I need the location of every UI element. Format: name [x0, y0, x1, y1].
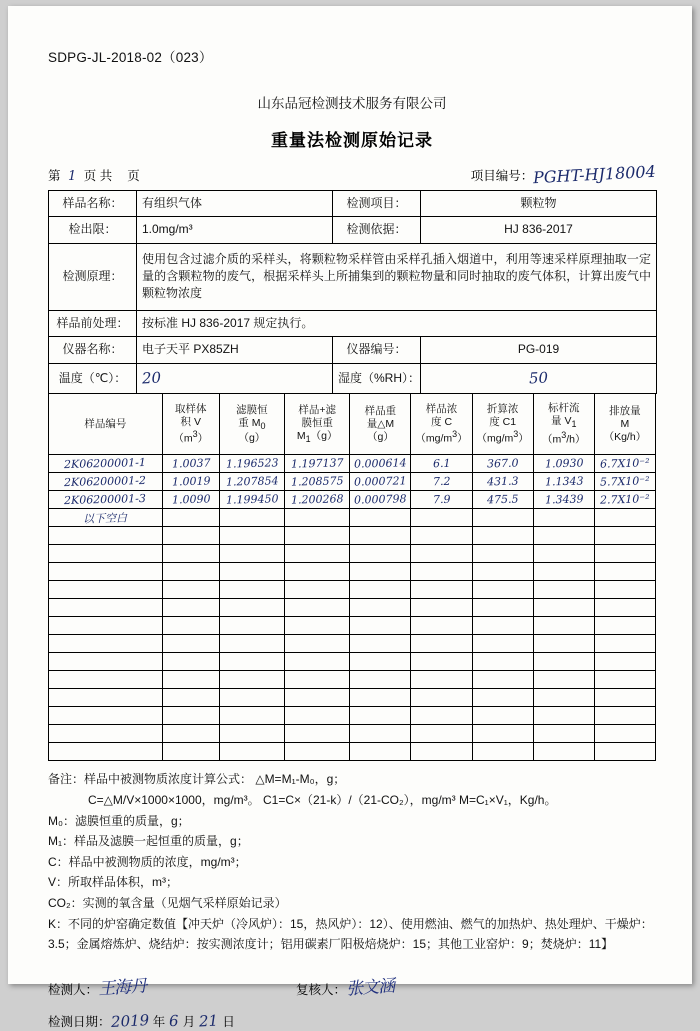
cell-empty	[162, 545, 219, 563]
cell-m0	[219, 509, 284, 527]
cell-empty	[594, 599, 655, 617]
handwritten-value: 1.0019	[171, 474, 211, 489]
cell-empty	[411, 653, 472, 671]
cell-empty	[162, 527, 219, 545]
cell-dm	[350, 473, 411, 491]
cell-v1	[533, 491, 594, 509]
cell-empty	[472, 689, 533, 707]
cell-empty	[285, 617, 350, 635]
cell-c1	[472, 509, 533, 527]
cell-no	[49, 509, 163, 527]
document-page	[8, 6, 692, 1031]
cell-no	[49, 455, 163, 473]
cell-empty	[350, 563, 411, 581]
handwritten-value: 以下空白	[83, 511, 128, 526]
cell-empty	[533, 545, 594, 563]
measurement-header-row	[49, 394, 656, 455]
date-month-unit: 月	[182, 1014, 196, 1029]
cell-m0	[219, 491, 284, 509]
cell-empty	[411, 581, 472, 599]
table-row	[49, 217, 657, 243]
tester-block	[48, 973, 146, 998]
table-row	[49, 363, 657, 394]
project-number-block	[470, 161, 657, 188]
cell-empty	[219, 725, 284, 743]
handwritten-value: 475.5	[486, 492, 519, 507]
handwritten-value: 1.0930	[544, 456, 584, 471]
col-header-sample-mass: 样品重 量△M （g）	[350, 394, 411, 455]
cell-v	[162, 473, 219, 491]
tester-label: 检测人：	[48, 982, 99, 997]
cell-no	[49, 491, 163, 509]
cell-empty	[594, 635, 655, 653]
cell-no	[49, 473, 163, 491]
cell-empty	[219, 527, 284, 545]
handwritten-value: 7.2	[432, 475, 451, 489]
cell-empty	[162, 743, 219, 761]
date-day-unit: 日	[222, 1014, 235, 1029]
cell-empty	[162, 725, 219, 743]
form-number: SDPG-JL-2018-02（023）	[48, 50, 213, 65]
cell-empty	[219, 617, 284, 635]
pretreatment-value: 按标准 HJ 836-2017 规定执行。	[137, 310, 657, 336]
date-label: 检测日期：	[48, 1014, 111, 1029]
cell-c	[411, 491, 472, 509]
cell-empty	[285, 743, 350, 761]
handwritten-value: 1.196523	[225, 456, 279, 471]
table-row-empty	[49, 635, 656, 653]
handwritten-value: 367.0	[486, 456, 519, 471]
cell-c1	[472, 455, 533, 473]
temperature-value	[137, 363, 333, 394]
page-counter	[48, 166, 140, 184]
table-row-empty	[49, 707, 656, 725]
cell-empty	[411, 671, 472, 689]
instrument-number-value: PG-019	[421, 337, 657, 363]
cell-empty	[411, 563, 472, 581]
col-header-sample-filter-mass: 样品+滤 膜恒重 M1（g）	[285, 394, 350, 455]
test-item-label: 检测项目：	[333, 191, 421, 217]
cell-empty	[594, 617, 655, 635]
cell-empty	[49, 635, 163, 653]
cell-empty	[285, 599, 350, 617]
cell-empty	[533, 599, 594, 617]
cell-empty	[533, 743, 594, 761]
handwritten-value: 2K06200001-1	[64, 456, 147, 472]
test-item-value: 颗粒物	[421, 191, 657, 217]
humidity-handwritten: 50	[528, 368, 549, 388]
cell-empty	[594, 707, 655, 725]
date-row	[48, 1012, 656, 1030]
cell-dm	[350, 491, 411, 509]
header-info-table	[48, 190, 657, 394]
cell-empty	[162, 707, 219, 725]
cell-m1	[285, 509, 350, 527]
cell-empty	[533, 653, 594, 671]
cell-empty	[472, 599, 533, 617]
cell-empty	[411, 635, 472, 653]
cell-empty	[533, 707, 594, 725]
table-row-empty	[49, 563, 656, 581]
cell-empty	[350, 671, 411, 689]
handwritten-value: 1.199450	[225, 492, 279, 507]
cell-empty	[594, 671, 655, 689]
handwritten-value: 1.0090	[171, 492, 211, 507]
table-row	[49, 473, 656, 491]
project-number-label: 项目编号：	[470, 169, 534, 183]
cell-m1	[285, 473, 350, 491]
cell-c	[411, 455, 472, 473]
table-row-empty	[49, 581, 656, 599]
cell-v	[162, 509, 219, 527]
reviewer-label: 复核人：	[296, 982, 347, 997]
handwritten-value: 0.000614	[354, 456, 407, 471]
cell-empty	[594, 689, 655, 707]
handwritten-value: 2.7X10⁻²	[599, 492, 650, 507]
sample-name-label: 样品名称：	[49, 191, 137, 217]
handwritten-value: 5.7X10⁻²	[599, 474, 650, 489]
test-basis-label: 检测依据：	[333, 217, 421, 243]
cell-empty	[411, 599, 472, 617]
cell-empty	[533, 617, 594, 635]
cell-c	[411, 473, 472, 491]
principle-label: 检测原理：	[49, 243, 137, 310]
cell-empty	[285, 725, 350, 743]
cell-empty	[162, 581, 219, 599]
handwritten-value: 1.200268	[290, 492, 344, 507]
page-title: 重量法检测原始记录	[271, 131, 433, 150]
date-day-value: 21	[198, 1011, 219, 1031]
col-header-concentration: 样品浓 度 C （mg/m3）	[411, 394, 472, 455]
cell-empty	[219, 545, 284, 563]
cell-empty	[162, 635, 219, 653]
remark-line-6: V：所取样品体积，m³；	[48, 875, 178, 890]
humidity-label: 湿度（%RH）：	[333, 363, 421, 394]
table-row	[49, 337, 657, 363]
cell-empty	[49, 563, 163, 581]
cell-empty	[472, 563, 533, 581]
page-mid: 页 共	[83, 169, 113, 183]
cell-empty	[594, 653, 655, 671]
page-number-row	[48, 161, 657, 188]
cell-empty	[594, 545, 655, 563]
col-header-standard-flow: 标杆流 量 V1 （m3/h）	[533, 394, 594, 455]
page-prefix: 第	[48, 169, 61, 183]
cell-empty	[219, 581, 284, 599]
cell-empty	[285, 635, 350, 653]
cell-empty	[472, 527, 533, 545]
table-row	[49, 310, 657, 336]
cell-empty	[285, 671, 350, 689]
page-suffix: 页	[127, 169, 140, 183]
cell-c1	[472, 491, 533, 509]
table-row-empty	[49, 743, 656, 761]
table-row-empty	[49, 653, 656, 671]
cell-empty	[219, 635, 284, 653]
cell-empty	[533, 527, 594, 545]
cell-empty	[219, 689, 284, 707]
cell-empty	[219, 671, 284, 689]
cell-empty	[350, 635, 411, 653]
cell-empty	[350, 527, 411, 545]
cell-empty	[472, 545, 533, 563]
cell-empty	[219, 743, 284, 761]
cell-empty	[350, 617, 411, 635]
table-row	[49, 455, 656, 473]
temperature-label: 温度（℃）：	[49, 363, 137, 394]
cell-empty	[472, 581, 533, 599]
cell-v	[162, 491, 219, 509]
cell-empty	[350, 653, 411, 671]
cell-empty	[49, 689, 163, 707]
cell-empty	[49, 599, 163, 617]
cell-empty	[411, 743, 472, 761]
cell-empty	[162, 617, 219, 635]
remark-line-3: M₀：滤膜恒重的质量，g；	[48, 813, 190, 828]
cell-empty	[472, 743, 533, 761]
remark-line-1: 备注：样品中被测物质浓度计算公式： △M=M₁-M₀，g；	[48, 772, 346, 787]
detection-limit-value: 1.0mg/m³	[137, 217, 333, 243]
cell-empty	[285, 527, 350, 545]
cell-v1	[533, 509, 594, 527]
cell-empty	[49, 671, 163, 689]
cell-m1	[285, 491, 350, 509]
col-header-filter-mass: 滤膜恒 重 M0 （g）	[219, 394, 284, 455]
cell-m0	[219, 455, 284, 473]
cell-empty	[594, 743, 655, 761]
cell-empty	[350, 689, 411, 707]
table-row-empty	[49, 671, 656, 689]
reviewer-signature: 张文涵	[345, 976, 395, 1000]
cell-empty	[533, 581, 594, 599]
cell-empty	[219, 707, 284, 725]
cell-empty	[472, 671, 533, 689]
handwritten-value: 0.000798	[354, 492, 407, 507]
table-row-empty	[49, 527, 656, 545]
cell-empty	[350, 707, 411, 725]
cell-empty	[49, 527, 163, 545]
cell-empty	[285, 563, 350, 581]
cell-empty	[411, 707, 472, 725]
principle-value: 使用包含过滤介质的采样头，将颗粒物采样管由采样孔插入烟道中，利用等速采样原理抽取一定量的含颗粒物的废气，根据采样头上所捕集到的颗粒物量和同时抽取的废气体积，计算出废气中颗粒物浓度	[137, 243, 657, 310]
cell-empty	[219, 653, 284, 671]
handwritten-value: 1.207854	[225, 474, 279, 489]
company-name: 山东品冠检测技术服务有限公司	[257, 96, 447, 111]
remarks-block	[48, 769, 656, 955]
cell-empty	[49, 581, 163, 599]
table-row	[49, 509, 656, 527]
cell-empty	[350, 545, 411, 563]
cell-m1	[285, 455, 350, 473]
table-row-empty	[49, 545, 656, 563]
document-body	[48, 46, 656, 1030]
cell-empty	[49, 707, 163, 725]
cell-dm	[350, 455, 411, 473]
cell-empty	[594, 563, 655, 581]
cell-empty	[472, 635, 533, 653]
date-month-value: 6	[168, 1011, 180, 1031]
handwritten-value: 1.197137	[290, 456, 344, 471]
cell-empty	[350, 581, 411, 599]
cell-empty	[49, 653, 163, 671]
remark-line-4: M₁：样品及滤膜一起恒重的质量，g；	[48, 834, 249, 849]
measurement-table	[48, 393, 656, 761]
cell-empty	[162, 563, 219, 581]
project-number-value: PGHT-HJ18004	[532, 161, 657, 188]
handwritten-value: 431.3	[486, 474, 519, 489]
cell-empty	[594, 725, 655, 743]
cell-empty	[594, 527, 655, 545]
cell-empty	[472, 725, 533, 743]
cell-empty	[411, 689, 472, 707]
reviewer-block	[296, 973, 394, 998]
detection-limit-label: 检出限：	[49, 217, 137, 243]
col-header-volume: 取样体 积 V （m3）	[162, 394, 219, 455]
cell-empty	[411, 617, 472, 635]
instrument-number-label: 仪器编号：	[333, 337, 421, 363]
cell-v	[162, 455, 219, 473]
cell-empty	[533, 671, 594, 689]
cell-empty	[472, 617, 533, 635]
handwritten-value: 1.1343	[544, 474, 584, 489]
sample-name-value: 有组织气体	[137, 191, 333, 217]
handwritten-value: 1.3439	[544, 492, 584, 507]
test-basis-value: HJ 836-2017	[421, 217, 657, 243]
handwritten-value: 2K06200001-2	[64, 474, 147, 490]
date-year-value: 2019	[110, 1010, 150, 1031]
remark-line-7: CO₂：实测的氧含量（见烟气采样原始记录）	[48, 896, 287, 911]
cell-empty	[472, 653, 533, 671]
remark-line-5: C：样品中被测物质的浓度，mg/m³；	[48, 854, 247, 869]
cell-dm	[350, 509, 411, 527]
instrument-name-label: 仪器名称：	[49, 337, 137, 363]
cell-empty	[411, 527, 472, 545]
cell-m	[594, 455, 655, 473]
handwritten-value: 1.208575	[290, 474, 344, 489]
instrument-name-value: 电子天平 PX85ZH	[137, 337, 333, 363]
cell-empty	[285, 707, 350, 725]
cell-c	[411, 509, 472, 527]
cell-empty	[350, 725, 411, 743]
measurement-body	[49, 455, 656, 761]
cell-v1	[533, 455, 594, 473]
cell-empty	[411, 545, 472, 563]
cell-empty	[162, 653, 219, 671]
cell-empty	[411, 725, 472, 743]
col-header-converted-concentration: 折算浓 度 C1 （mg/m3）	[472, 394, 533, 455]
cell-empty	[350, 599, 411, 617]
cell-empty	[533, 635, 594, 653]
handwritten-value: 1.0037	[171, 456, 211, 471]
cell-empty	[533, 563, 594, 581]
cell-empty	[472, 707, 533, 725]
cell-m	[594, 509, 655, 527]
col-header-sample-no: 样品编号	[49, 394, 163, 455]
handwritten-value: 7.9	[432, 493, 451, 507]
cell-empty	[285, 545, 350, 563]
temperature-handwritten: 20	[141, 368, 162, 388]
remark-line-8: K：不同的炉窑确定数值【冲天炉（冷风炉）：15，热风炉）：12）、使用燃油、燃气的加热炉、热处理炉、干燥炉：3.5；金属熔炼炉、烧结炉：按实测浓度计；铝用碳素厂阳极焙烧炉：15；其他工业窑炉：9；焚烧炉：11】	[48, 916, 653, 952]
cell-c1	[472, 473, 533, 491]
cell-empty	[285, 653, 350, 671]
date-year-unit: 年	[152, 1014, 166, 1029]
cell-empty	[219, 563, 284, 581]
humidity-value	[421, 363, 657, 394]
table-row-empty	[49, 617, 656, 635]
cell-empty	[49, 743, 163, 761]
cell-empty	[219, 599, 284, 617]
cell-empty	[285, 689, 350, 707]
cell-m	[594, 473, 655, 491]
signature-row	[48, 973, 656, 998]
cell-empty	[162, 599, 219, 617]
cell-empty	[49, 545, 163, 563]
table-row-empty	[49, 599, 656, 617]
cell-empty	[594, 581, 655, 599]
table-row-empty	[49, 689, 656, 707]
handwritten-value: 0.000721	[354, 474, 407, 489]
cell-m	[594, 491, 655, 509]
cell-empty	[49, 617, 163, 635]
page-current: 1	[68, 169, 77, 184]
table-row	[49, 191, 657, 217]
pretreatment-label: 样品前处理：	[49, 310, 137, 336]
cell-empty	[162, 689, 219, 707]
col-header-emission: 排放量 M （Kg/h）	[594, 394, 655, 455]
cell-empty	[533, 725, 594, 743]
handwritten-value: 6.1	[432, 457, 451, 471]
table-row	[49, 243, 657, 310]
handwritten-value: 6.7X10⁻²	[599, 456, 650, 471]
handwritten-value: 2K06200001-3	[64, 492, 147, 508]
cell-empty	[350, 743, 411, 761]
table-row-empty	[49, 725, 656, 743]
cell-empty	[49, 725, 163, 743]
remark-line-2: C=△M/V×1000×1000，mg/m³。 C1=C×（21-k）/（21-CO₂），mg/m³ M=C₁×V₁，Kg/h。	[88, 792, 557, 807]
cell-v1	[533, 473, 594, 491]
cell-m0	[219, 473, 284, 491]
cell-empty	[285, 581, 350, 599]
cell-empty	[162, 671, 219, 689]
tester-signature: 王海丹	[97, 976, 147, 1000]
cell-empty	[533, 689, 594, 707]
table-row	[49, 491, 656, 509]
